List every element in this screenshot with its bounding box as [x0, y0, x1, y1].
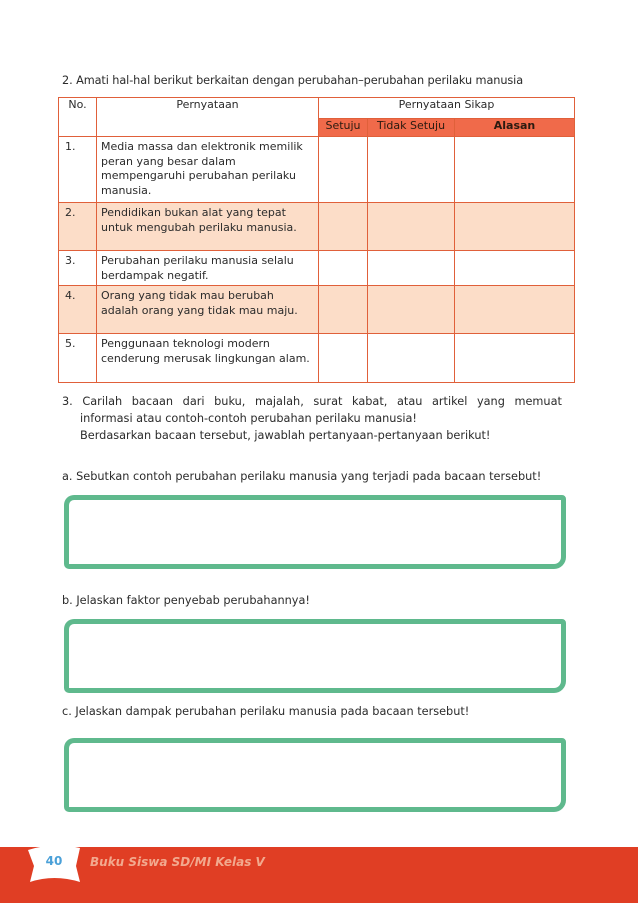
page-number: 40: [45, 854, 63, 868]
row-number: 5.: [59, 334, 97, 383]
word: artikel: [431, 395, 468, 408]
statement-text: Media massa dan elektronik memilik peran yang besar dalam mempengaruhi perubahan perilaku manusia.: [97, 137, 319, 203]
word: 3.: [62, 395, 73, 408]
answer-box-c[interactable]: [64, 738, 566, 812]
setuju-cell[interactable]: [319, 286, 368, 334]
word: atau: [396, 395, 423, 408]
header-tidak-setuju: Tidak Setuju: [368, 119, 455, 137]
word: Carilah: [82, 395, 123, 408]
question-3-line-2: informasi atau contoh-contoh perubahan perilaku manusia!: [80, 412, 417, 425]
alasan-cell[interactable]: [455, 286, 575, 334]
word: memuat: [514, 395, 562, 408]
table-row: [59, 334, 575, 383]
question-2-instruction: 2. Amati hal-hal berikut berkaitan dengan perubahan–perubahan perilaku manusia: [62, 74, 524, 87]
answer-box-b[interactable]: [64, 619, 566, 693]
row-number: 1.: [59, 137, 97, 203]
alasan-cell[interactable]: [455, 334, 575, 383]
row-number: 3.: [59, 251, 97, 286]
header-setuju: Setuju: [319, 119, 368, 137]
header-pernyataan-sikap: Pernyataan Sikap: [319, 98, 575, 119]
alasan-cell[interactable]: [455, 251, 575, 286]
setuju-cell[interactable]: [319, 203, 368, 251]
word: kabat,: [352, 395, 388, 408]
header-alasan: Alasan: [455, 119, 575, 137]
sub-question-a: a. Sebutkan contoh perubahan perilaku manusia yang terjadi pada bacaan tersebut!: [62, 470, 542, 483]
header-pernyataan: Pernyataan: [97, 98, 319, 137]
book-title: Buku Siswa SD/MI Kelas V: [90, 855, 265, 869]
word: yang: [476, 395, 505, 408]
tidak-setuju-cell[interactable]: [368, 286, 455, 334]
alasan-cell[interactable]: [455, 203, 575, 251]
table-header-row: [59, 98, 575, 119]
table-row: [59, 137, 575, 203]
row-number: 2.: [59, 203, 97, 251]
table-row: [59, 286, 575, 334]
word: majalah,: [254, 395, 304, 408]
header-no: No.: [59, 98, 97, 137]
tidak-setuju-cell[interactable]: [368, 203, 455, 251]
row-number: 4.: [59, 286, 97, 334]
table-row: [59, 251, 575, 286]
word: surat: [313, 395, 343, 408]
statement-text: Penggunaan teknologi modern cenderung merusak lingkungan alam.: [97, 334, 319, 383]
word: dari: [182, 395, 205, 408]
tidak-setuju-cell[interactable]: [368, 251, 455, 286]
alasan-cell[interactable]: [455, 137, 575, 203]
setuju-cell[interactable]: [319, 334, 368, 383]
table-row: [59, 203, 575, 251]
word: bacaan: [131, 395, 174, 408]
statement-text: Pendidikan bukan alat yang tepat untuk mengubah perilaku manusia.: [97, 203, 319, 251]
sub-question-c: c. Jelaskan dampak perubahan perilaku manusia pada bacaan tersebut!: [62, 705, 470, 718]
question-3-line-1: [62, 393, 562, 410]
tidak-setuju-cell[interactable]: [368, 334, 455, 383]
sub-question-b: b. Jelaskan faktor penyebab perubahannya!: [62, 594, 310, 607]
question-3-line-3: Berdasarkan bacaan tersebut, jawablah pertanyaan-pertanyaan berikut!: [80, 429, 491, 442]
word: buku,: [214, 395, 246, 408]
statement-text: Perubahan perilaku manusia selalu berdampak negatif.: [97, 251, 319, 286]
setuju-cell[interactable]: [319, 251, 368, 286]
statement-text: Orang yang tidak mau berubah adalah orang yang tidak mau maju.: [97, 286, 319, 334]
attitude-statement-table: [58, 97, 575, 383]
setuju-cell[interactable]: [319, 137, 368, 203]
answer-box-a[interactable]: [64, 495, 566, 569]
tidak-setuju-cell[interactable]: [368, 137, 455, 203]
question-3-instruction: [62, 393, 562, 427]
